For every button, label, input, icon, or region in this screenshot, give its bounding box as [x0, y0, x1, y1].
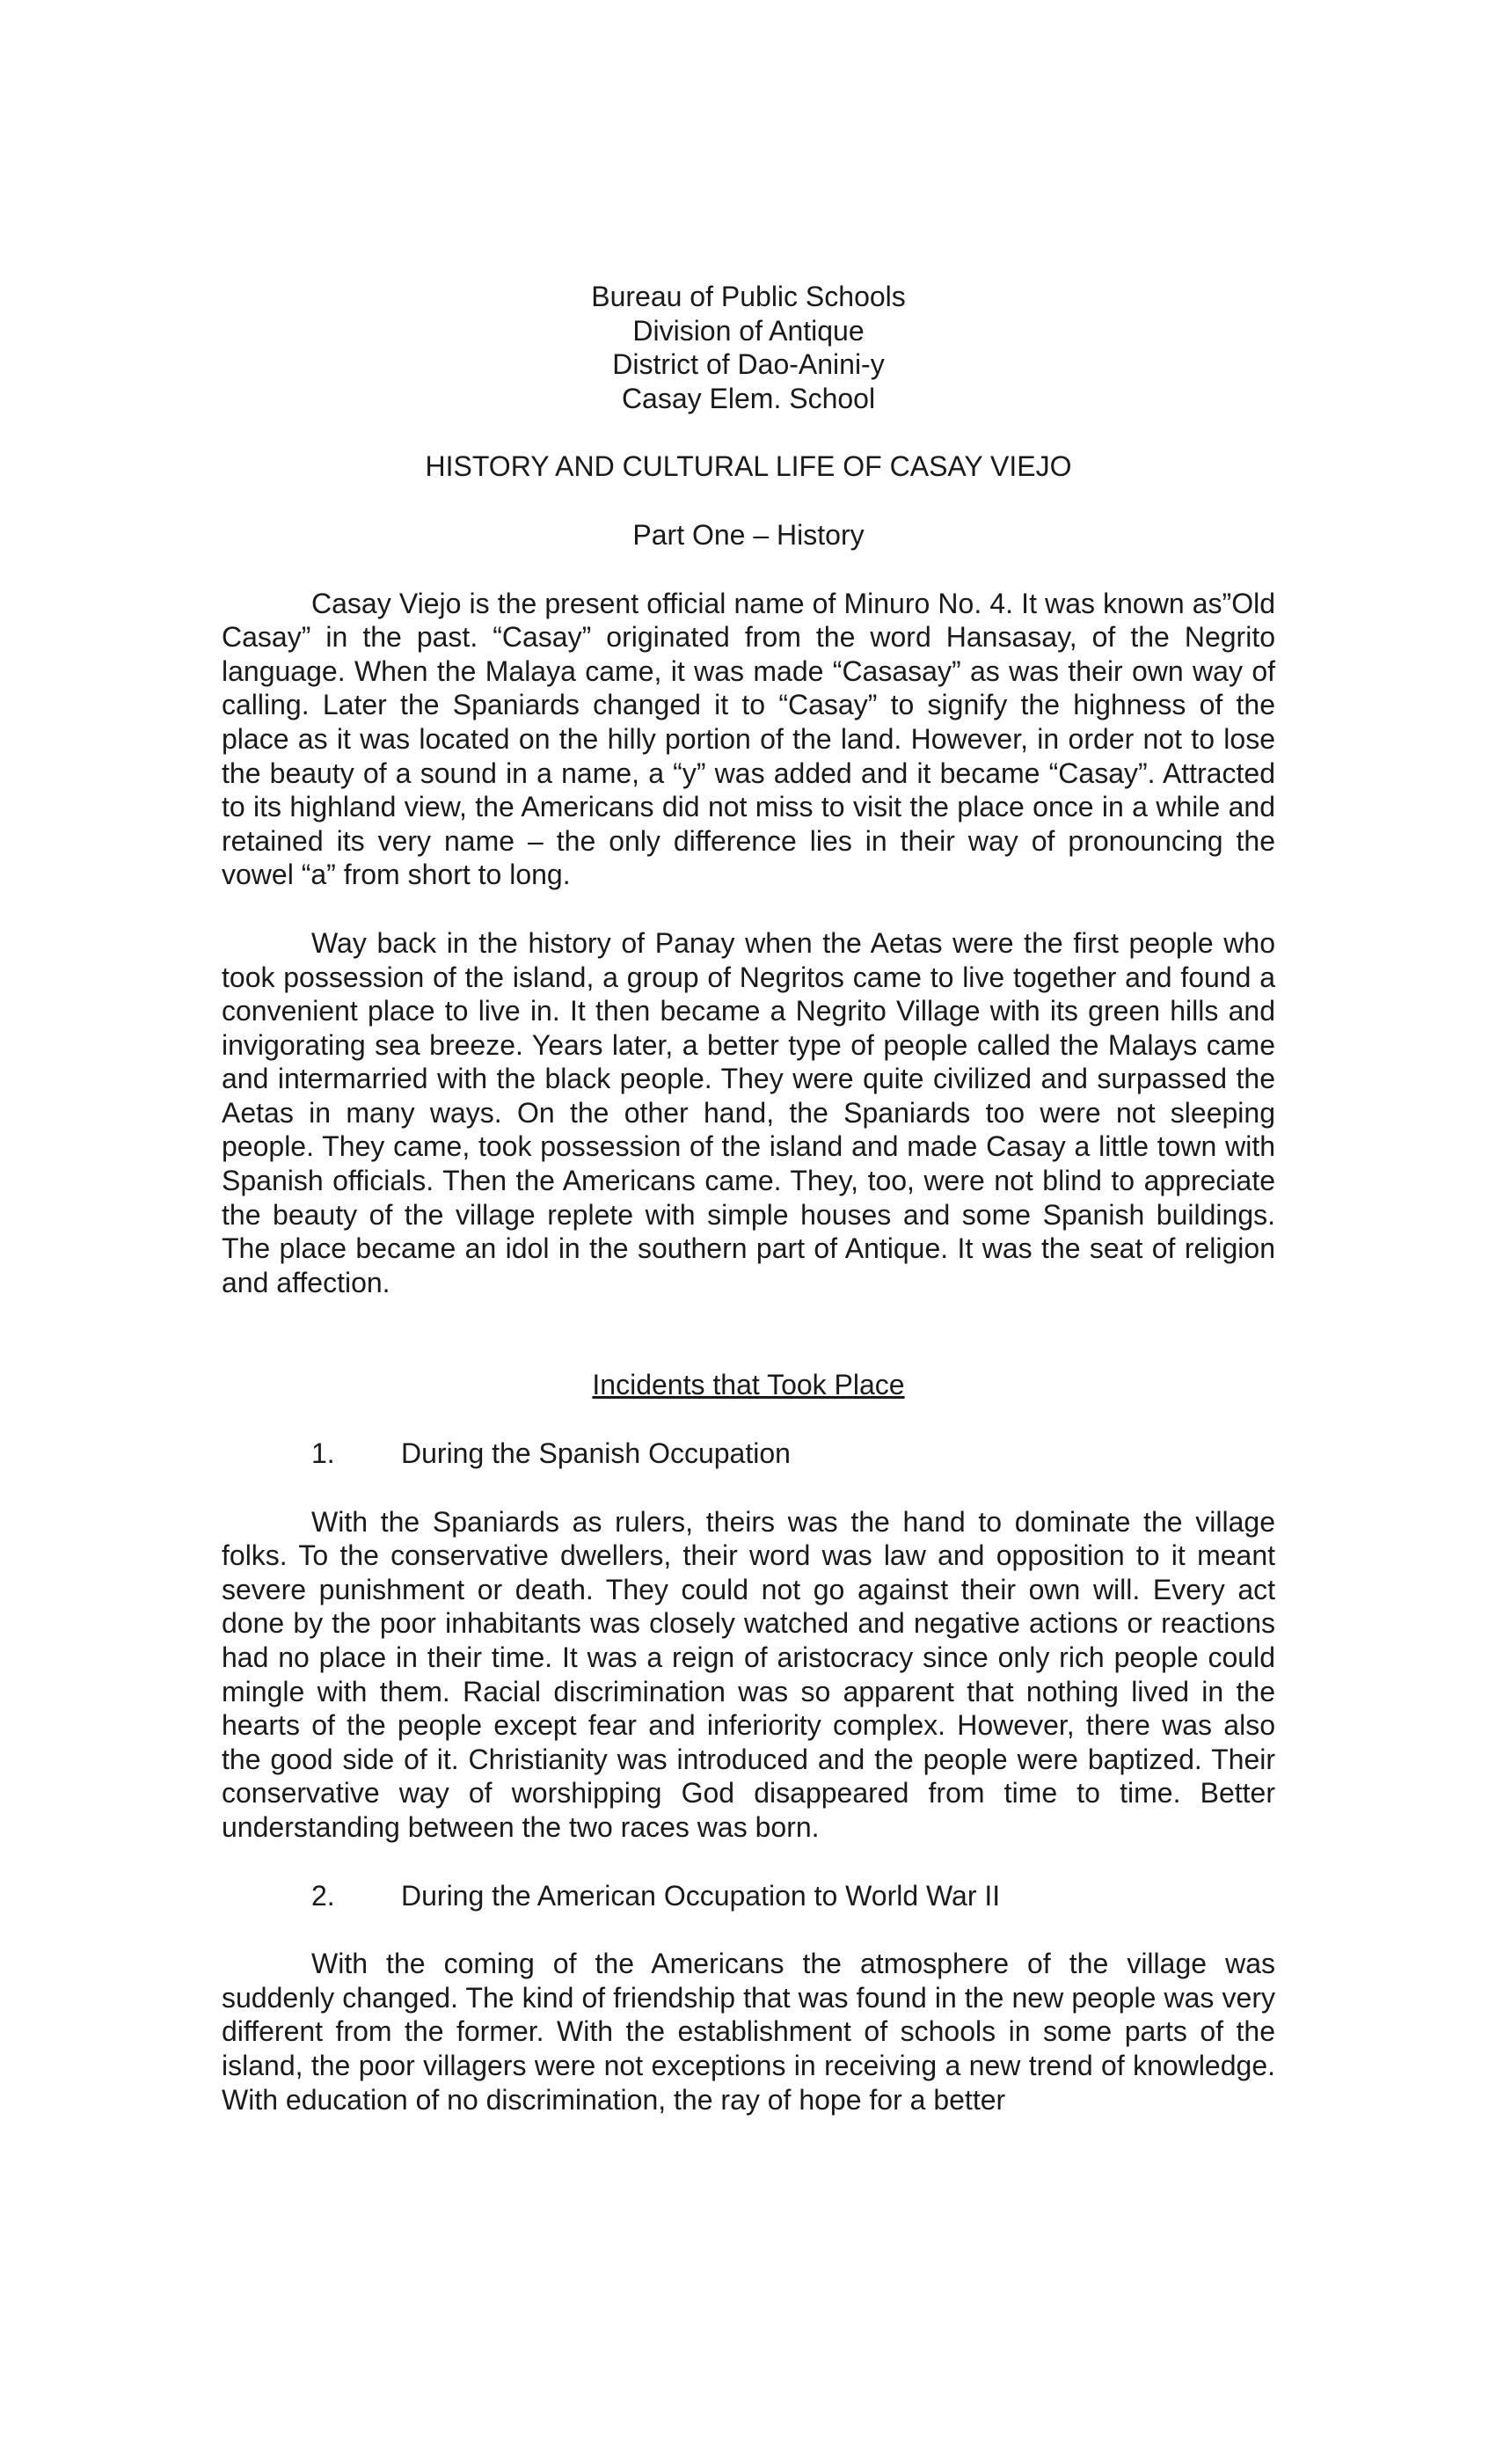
subsection-number: 2. [311, 1879, 335, 1912]
history-paragraph-2: Way back in the history of Panay when the Aetas were the first people who took possession of the island, a group of Negritos came to live together and found a convenient place to live in. It then became a Negrito Village with its green hills and invigorating sea breeze. Years later, a better type of people called the Malays came and intermarried with the black people. They were quite civilized and surpassed the Aetas in many ways. On the other hand, the Spaniards too were not sleeping people. They came, took possession of the island and made Casay a little town with Spanish officials. Then the Americans came. They, too, were not blind to appreciate the beauty of the village replete with simple houses and some Spanish buildings. The place became an idol in the southern part of Antique. It was the seat of religion and affection. [222, 926, 1275, 1298]
history-paragraph-1: Casay Viejo is the present official name of Minuro No. 4. It was known as”Old Casay” in the past. “Casay” originated from the word Hansasay, of the Negrito language. When the Malaya came, it was made “Casasay” as was their own way of calling. Later the Spaniards changed it to “Casay” to signify the highness of the place as it was located on the hilly portion of the land. However, in order not to lose the beauty of a sound in a name, a “y” was added and it became “Casay”. Attracted to its highland view, the Americans did not miss to visit the place once in a while and retained its very name – the only difference lies in their way of pronouncing the vowel “a” from short to long. [222, 587, 1275, 891]
letterhead-district: District of Dao-Anini-y [612, 348, 885, 381]
subsection-paragraph-2: With the coming of the Americans the atmosphere of the village was suddenly changed. The kind of friendship that was found in the new people was very different from the former. With the establishment of schools in some parts of the island, the poor villagers were not exceptions in receiving a new trend of knowledge. With education of no discrimination, the ray of hope for a better [222, 1948, 1275, 2116]
document-page [222, 280, 1275, 2117]
letterhead-bureau: Bureau of Public Schools [591, 281, 906, 312]
subsection-heading-1 [222, 1437, 1275, 1471]
document-title: HISTORY AND CULTURAL LIFE OF CASAY VIEJO [425, 450, 1072, 483]
subsection-title: During the American Occupation to World War II [401, 1879, 1001, 1912]
subsection-number: 1. [311, 1437, 335, 1470]
subsection-heading-2 [222, 1879, 1275, 1913]
subsection-title: During the Spanish Occupation [401, 1437, 791, 1470]
section-heading: Incidents that Took Place [592, 1369, 905, 1401]
letterhead [222, 280, 1275, 415]
part-title: Part One – History [632, 518, 865, 551]
letterhead-school: Casay Elem. School [621, 382, 876, 414]
subsection-paragraph-1: With the Spaniards as rulers, theirs was the hand to dominate the village folks. To the conservative dwellers, their word was law and opposition to it meant severe punishment or death. They could not go against their own will. Every act done by the poor inhabitants was closely watched and negative actions or reactions had no place in their time. It was a reign of aristocracy since only rich people could mingle with them. Racial discrimination was so apparent that nothing lived in the hearts of the people except fear and inferiority complex. However, there was also the good side of it. Christianity was introduced and the people were baptized. Their conservative way of worshipping God disappeared from time to time. Better understanding between the two races was born. [222, 1505, 1275, 1843]
letterhead-division: Division of Antique [632, 314, 865, 347]
